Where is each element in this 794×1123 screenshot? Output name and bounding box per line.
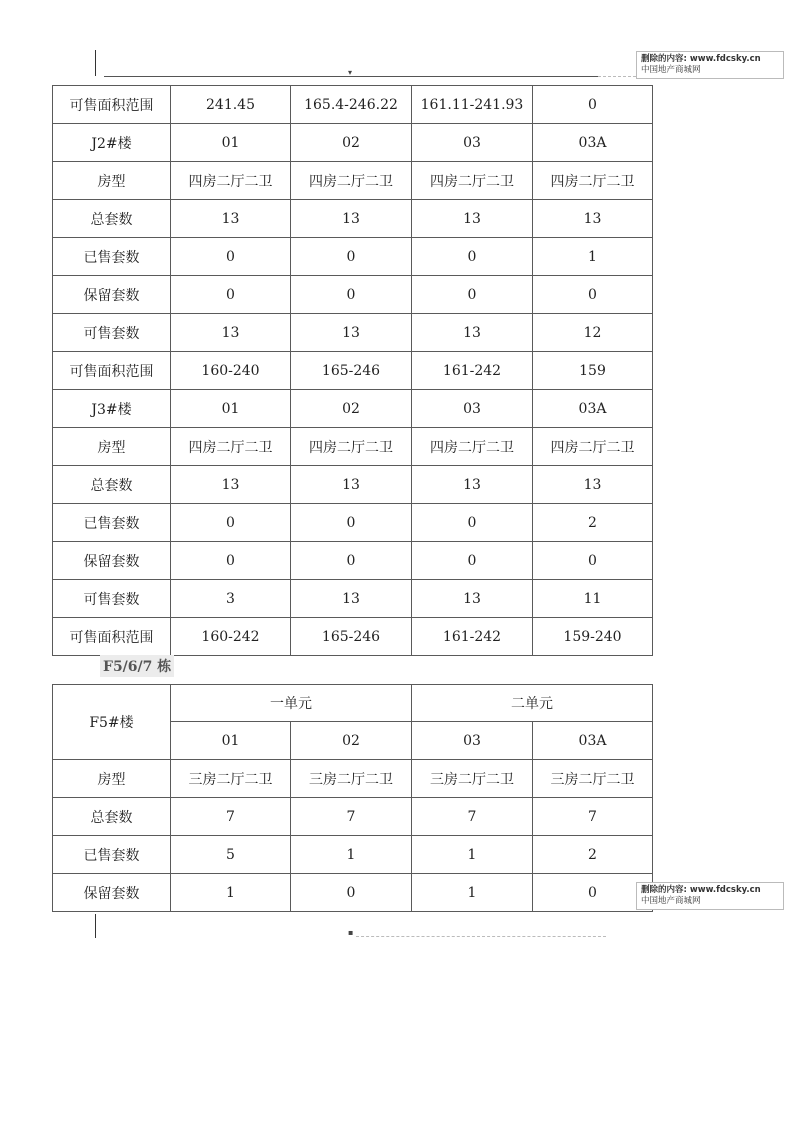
header-anchor-mark: ▾ bbox=[348, 68, 353, 77]
value-cell: 02 bbox=[291, 390, 412, 428]
value-cell: 02 bbox=[291, 124, 412, 162]
value-cell: 12 bbox=[533, 314, 653, 352]
value-cell: 159 bbox=[533, 352, 653, 390]
value-cell: 161.11-241.93 bbox=[412, 86, 533, 124]
revision-note-subtitle: 中国地产商城网 bbox=[641, 65, 701, 75]
row-label-cell: 可售套数 bbox=[53, 580, 171, 618]
value-cell: 161-242 bbox=[412, 618, 533, 656]
value-cell: 3 bbox=[171, 580, 291, 618]
footer-anchor-mark: ▪ bbox=[348, 928, 354, 937]
value-cell: 13 bbox=[533, 466, 653, 504]
value-cell: 三房二厅二卫 bbox=[171, 760, 291, 798]
value-cell: 241.45 bbox=[171, 86, 291, 124]
value-cell: 0 bbox=[291, 542, 412, 580]
table-row bbox=[53, 124, 653, 162]
row-label-cell: 可售面积范围 bbox=[53, 86, 171, 124]
value-cell: 1 bbox=[412, 836, 533, 874]
value-cell: 0 bbox=[171, 542, 291, 580]
value-cell: 三房二厅二卫 bbox=[291, 760, 412, 798]
value-cell: 0 bbox=[533, 874, 653, 912]
table-row bbox=[53, 276, 653, 314]
value-cell: 2 bbox=[533, 504, 653, 542]
table-row bbox=[53, 580, 653, 618]
table-row bbox=[53, 798, 653, 836]
bottom-crop-mark bbox=[95, 914, 96, 938]
value-cell: 160-240 bbox=[171, 352, 291, 390]
row-label-cell: 保留套数 bbox=[53, 276, 171, 314]
value-cell: 03A bbox=[533, 124, 653, 162]
value-cell: 1 bbox=[291, 836, 412, 874]
row-label-cell: J2#楼 bbox=[53, 124, 171, 162]
revision-note-top bbox=[636, 51, 784, 79]
value-cell: 7 bbox=[291, 798, 412, 836]
room-number-cell: 03 bbox=[412, 722, 533, 760]
value-cell: 四房二厅二卫 bbox=[412, 428, 533, 466]
value-cell: 三房二厅二卫 bbox=[412, 760, 533, 798]
value-cell: 13 bbox=[412, 200, 533, 238]
row-label-cell: 保留套数 bbox=[53, 874, 171, 912]
table-row bbox=[53, 874, 653, 912]
value-cell: 13 bbox=[533, 200, 653, 238]
table-row bbox=[53, 428, 653, 466]
sales-table-j2-j3 bbox=[52, 85, 653, 656]
row-label-cell: 总套数 bbox=[53, 466, 171, 504]
row-label-cell: 房型 bbox=[53, 162, 171, 200]
value-cell: 0 bbox=[412, 276, 533, 314]
value-cell: 三房二厅二卫 bbox=[533, 760, 653, 798]
table-row bbox=[53, 86, 653, 124]
value-cell: 13 bbox=[412, 466, 533, 504]
table-row bbox=[53, 618, 653, 656]
value-cell: 2 bbox=[533, 836, 653, 874]
value-cell: 13 bbox=[412, 314, 533, 352]
value-cell: 11 bbox=[533, 580, 653, 618]
value-cell: 7 bbox=[171, 798, 291, 836]
row-label-cell: J3#楼 bbox=[53, 390, 171, 428]
value-cell: 四房二厅二卫 bbox=[291, 428, 412, 466]
value-cell: 03 bbox=[412, 124, 533, 162]
room-number-cell: 01 bbox=[171, 722, 291, 760]
value-cell: 1 bbox=[533, 238, 653, 276]
table-row bbox=[53, 314, 653, 352]
value-cell: 0 bbox=[171, 276, 291, 314]
value-cell: 四房二厅二卫 bbox=[171, 428, 291, 466]
value-cell: 13 bbox=[412, 580, 533, 618]
note-leader-top bbox=[598, 76, 636, 77]
table-row bbox=[53, 760, 653, 798]
table-row bbox=[53, 466, 653, 504]
table-row bbox=[53, 542, 653, 580]
value-cell: 1 bbox=[171, 874, 291, 912]
table-row bbox=[53, 390, 653, 428]
top-crop-mark bbox=[95, 50, 96, 76]
table-row bbox=[53, 352, 653, 390]
value-cell: 0 bbox=[171, 238, 291, 276]
table-row bbox=[53, 836, 653, 874]
value-cell: 1 bbox=[412, 874, 533, 912]
value-cell: 四房二厅二卫 bbox=[291, 162, 412, 200]
value-cell: 0 bbox=[291, 276, 412, 314]
section-heading: F5/6/7 栋 bbox=[100, 655, 174, 677]
revision-note-title: 删除的内容: www.fdcsky.cn bbox=[641, 54, 761, 64]
value-cell: 13 bbox=[171, 200, 291, 238]
unit-header-1: 一单元 bbox=[171, 685, 412, 722]
row-label-cell: 已售套数 bbox=[53, 238, 171, 276]
row-label-cell: 可售面积范围 bbox=[53, 618, 171, 656]
revision-note-subtitle: 中国地产商城网 bbox=[641, 896, 701, 906]
value-cell: 四房二厅二卫 bbox=[533, 162, 653, 200]
value-cell: 165.4-246.22 bbox=[291, 86, 412, 124]
value-cell: 159-240 bbox=[533, 618, 653, 656]
value-cell: 0 bbox=[412, 504, 533, 542]
table-row bbox=[53, 200, 653, 238]
value-cell: 13 bbox=[291, 200, 412, 238]
value-cell: 0 bbox=[171, 504, 291, 542]
revision-note-title: 删除的内容: www.fdcsky.cn bbox=[641, 885, 761, 895]
value-cell: 13 bbox=[171, 466, 291, 504]
value-cell: 0 bbox=[533, 542, 653, 580]
value-cell: 03 bbox=[412, 390, 533, 428]
row-label-cell: 可售套数 bbox=[53, 314, 171, 352]
row-label-cell: 总套数 bbox=[53, 200, 171, 238]
value-cell: 160-242 bbox=[171, 618, 291, 656]
row-label-cell: 已售套数 bbox=[53, 836, 171, 874]
unit-header-2: 二单元 bbox=[412, 685, 653, 722]
value-cell: 13 bbox=[291, 466, 412, 504]
room-number-cell: 03A bbox=[533, 722, 653, 760]
row-label-cell: 可售面积范围 bbox=[53, 352, 171, 390]
value-cell: 四房二厅二卫 bbox=[533, 428, 653, 466]
value-cell: 0 bbox=[291, 238, 412, 276]
table-row bbox=[53, 504, 653, 542]
table-row bbox=[53, 238, 653, 276]
value-cell: 13 bbox=[291, 580, 412, 618]
value-cell: 0 bbox=[412, 542, 533, 580]
value-cell: 13 bbox=[171, 314, 291, 352]
value-cell: 0 bbox=[533, 86, 653, 124]
table-row bbox=[53, 162, 653, 200]
value-cell: 0 bbox=[412, 238, 533, 276]
value-cell: 165-246 bbox=[291, 618, 412, 656]
room-number-cell: 02 bbox=[291, 722, 412, 760]
row-label-cell: 房型 bbox=[53, 760, 171, 798]
value-cell: 四房二厅二卫 bbox=[412, 162, 533, 200]
value-cell: 03A bbox=[533, 390, 653, 428]
value-cell: 165-246 bbox=[291, 352, 412, 390]
value-cell: 0 bbox=[533, 276, 653, 314]
value-cell: 13 bbox=[291, 314, 412, 352]
row-label-cell: 保留套数 bbox=[53, 542, 171, 580]
value-cell: 0 bbox=[291, 504, 412, 542]
sales-table-f5 bbox=[52, 684, 653, 912]
value-cell: 7 bbox=[533, 798, 653, 836]
value-cell: 7 bbox=[412, 798, 533, 836]
value-cell: 四房二厅二卫 bbox=[171, 162, 291, 200]
building-label-cell: F5#楼 bbox=[53, 685, 171, 760]
value-cell: 0 bbox=[291, 874, 412, 912]
revision-note-bottom bbox=[636, 882, 784, 910]
note-leader-bottom bbox=[356, 936, 606, 937]
row-label-cell: 总套数 bbox=[53, 798, 171, 836]
value-cell: 5 bbox=[171, 836, 291, 874]
value-cell: 01 bbox=[171, 390, 291, 428]
row-label-cell: 房型 bbox=[53, 428, 171, 466]
value-cell: 01 bbox=[171, 124, 291, 162]
value-cell: 161-242 bbox=[412, 352, 533, 390]
row-label-cell: 已售套数 bbox=[53, 504, 171, 542]
